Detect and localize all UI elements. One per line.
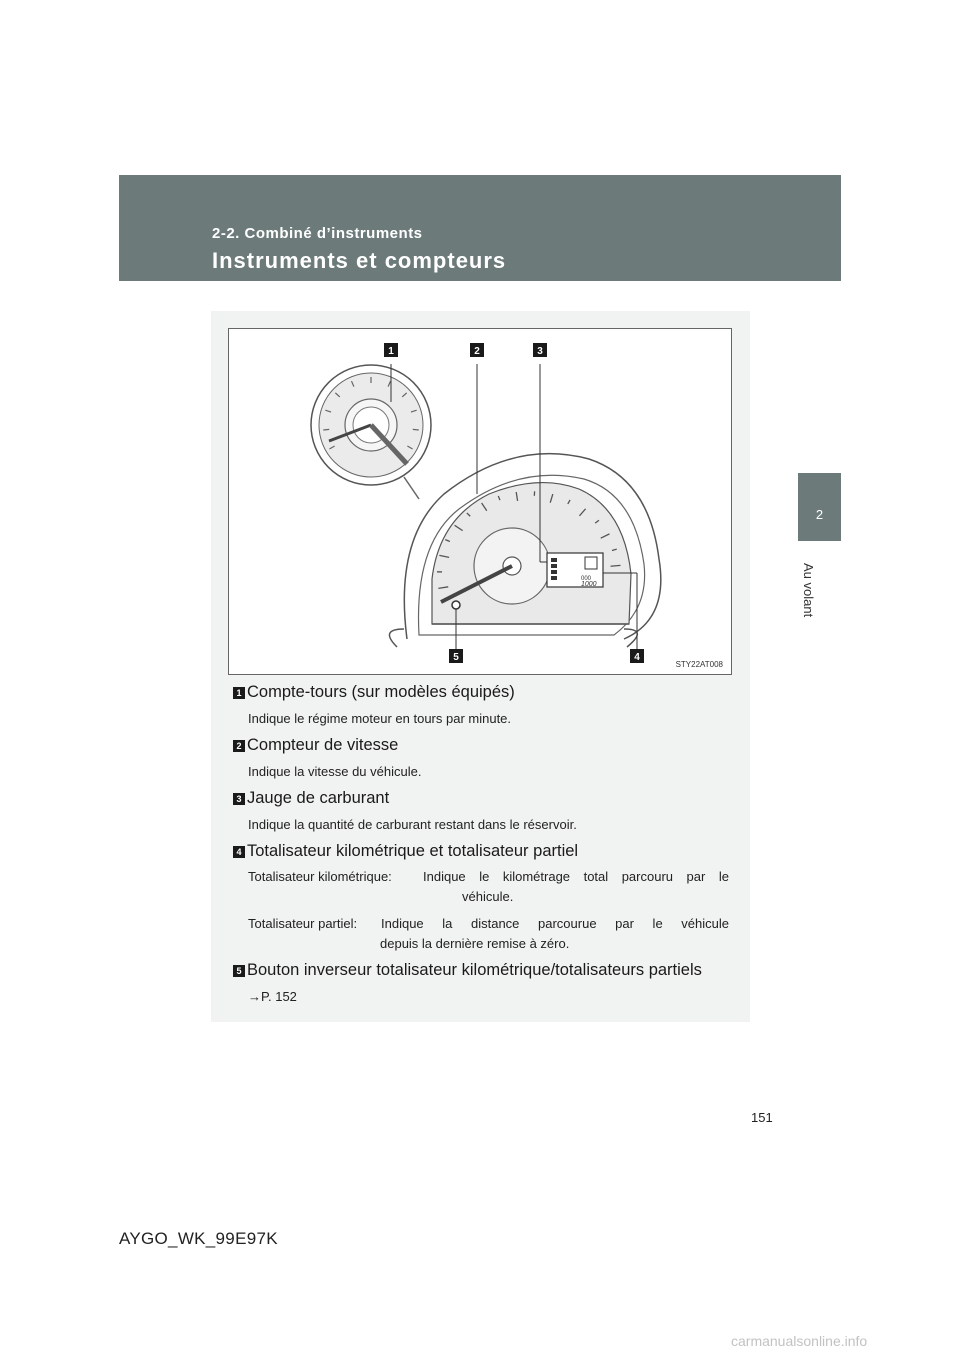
page-title: Instruments et compteurs: [212, 248, 507, 273]
item-title: Compteur de vitesse: [247, 736, 399, 754]
watermark: carmanualsonline.info: [731, 1333, 868, 1349]
item-marker: 2: [233, 740, 245, 752]
item-desc: Indique la quantité de carburant restant dans le réservoir.: [248, 817, 577, 832]
item-marker: 4: [233, 846, 245, 858]
svg-text:1: 1: [388, 346, 394, 357]
section-label: 2-2. Combiné d’instruments: [212, 225, 423, 242]
item-marker: 5: [233, 965, 245, 977]
item-title: Compte-tours (sur modèles équipés): [247, 683, 515, 701]
chapter-tab[interactable]: [798, 473, 841, 541]
section-header: [119, 175, 841, 281]
footer-code: AYGO_WK_99E97K: [119, 1229, 278, 1248]
sub-text-cont: depuis la dernière remise à zéro.: [380, 936, 570, 951]
item-marker: 3: [233, 793, 245, 805]
sub-text: Indique le kilométrage total parcouru par le: [423, 869, 729, 884]
trip-digits: 000: [581, 576, 592, 582]
odometer-definition: [248, 869, 729, 913]
sub-text: Indique la distance parcourue par le véhicule: [381, 916, 729, 931]
svg-text:3: 3: [537, 346, 543, 357]
trip-button: [452, 601, 460, 609]
item-title: Bouton inverseur totalisateur kilométrique/totalisateurs partiels: [247, 961, 702, 979]
svg-text:4: 4: [634, 652, 640, 663]
instrument-cluster-figure: [228, 328, 732, 675]
tick-mark: [413, 429, 419, 430]
item-title: Totalisateur kilométrique et totalisateur partiel: [247, 842, 579, 860]
svg-text:5: 5: [453, 652, 459, 663]
trip-definition: [248, 916, 729, 960]
tachometer-stem: [404, 477, 419, 499]
item-title: Jauge de carburant: [247, 789, 390, 807]
sub-label: Totalisateur kilométrique:: [248, 869, 392, 884]
chapter-label: Au volant: [801, 563, 816, 618]
content-box: [211, 311, 750, 1022]
item-marker: 1: [233, 687, 245, 699]
item-desc: Indique la vitesse du véhicule.: [248, 764, 422, 779]
page-number: 151: [751, 1110, 773, 1125]
sub-label: Totalisateur partiel:: [248, 916, 358, 931]
figure-code: STY22AT008: [675, 660, 723, 669]
item-desc: Indique le régime moteur en tours par minute.: [248, 711, 512, 726]
instrument-cluster-illustration: [229, 329, 731, 674]
odometer-digits: 1000: [581, 581, 597, 588]
page-reference-link[interactable]: →P. 152: [248, 989, 297, 1004]
chapter-number: 2: [815, 507, 824, 522]
svg-text:2: 2: [474, 346, 480, 357]
tick-mark: [323, 429, 329, 430]
sub-text-cont: véhicule.: [462, 889, 514, 904]
